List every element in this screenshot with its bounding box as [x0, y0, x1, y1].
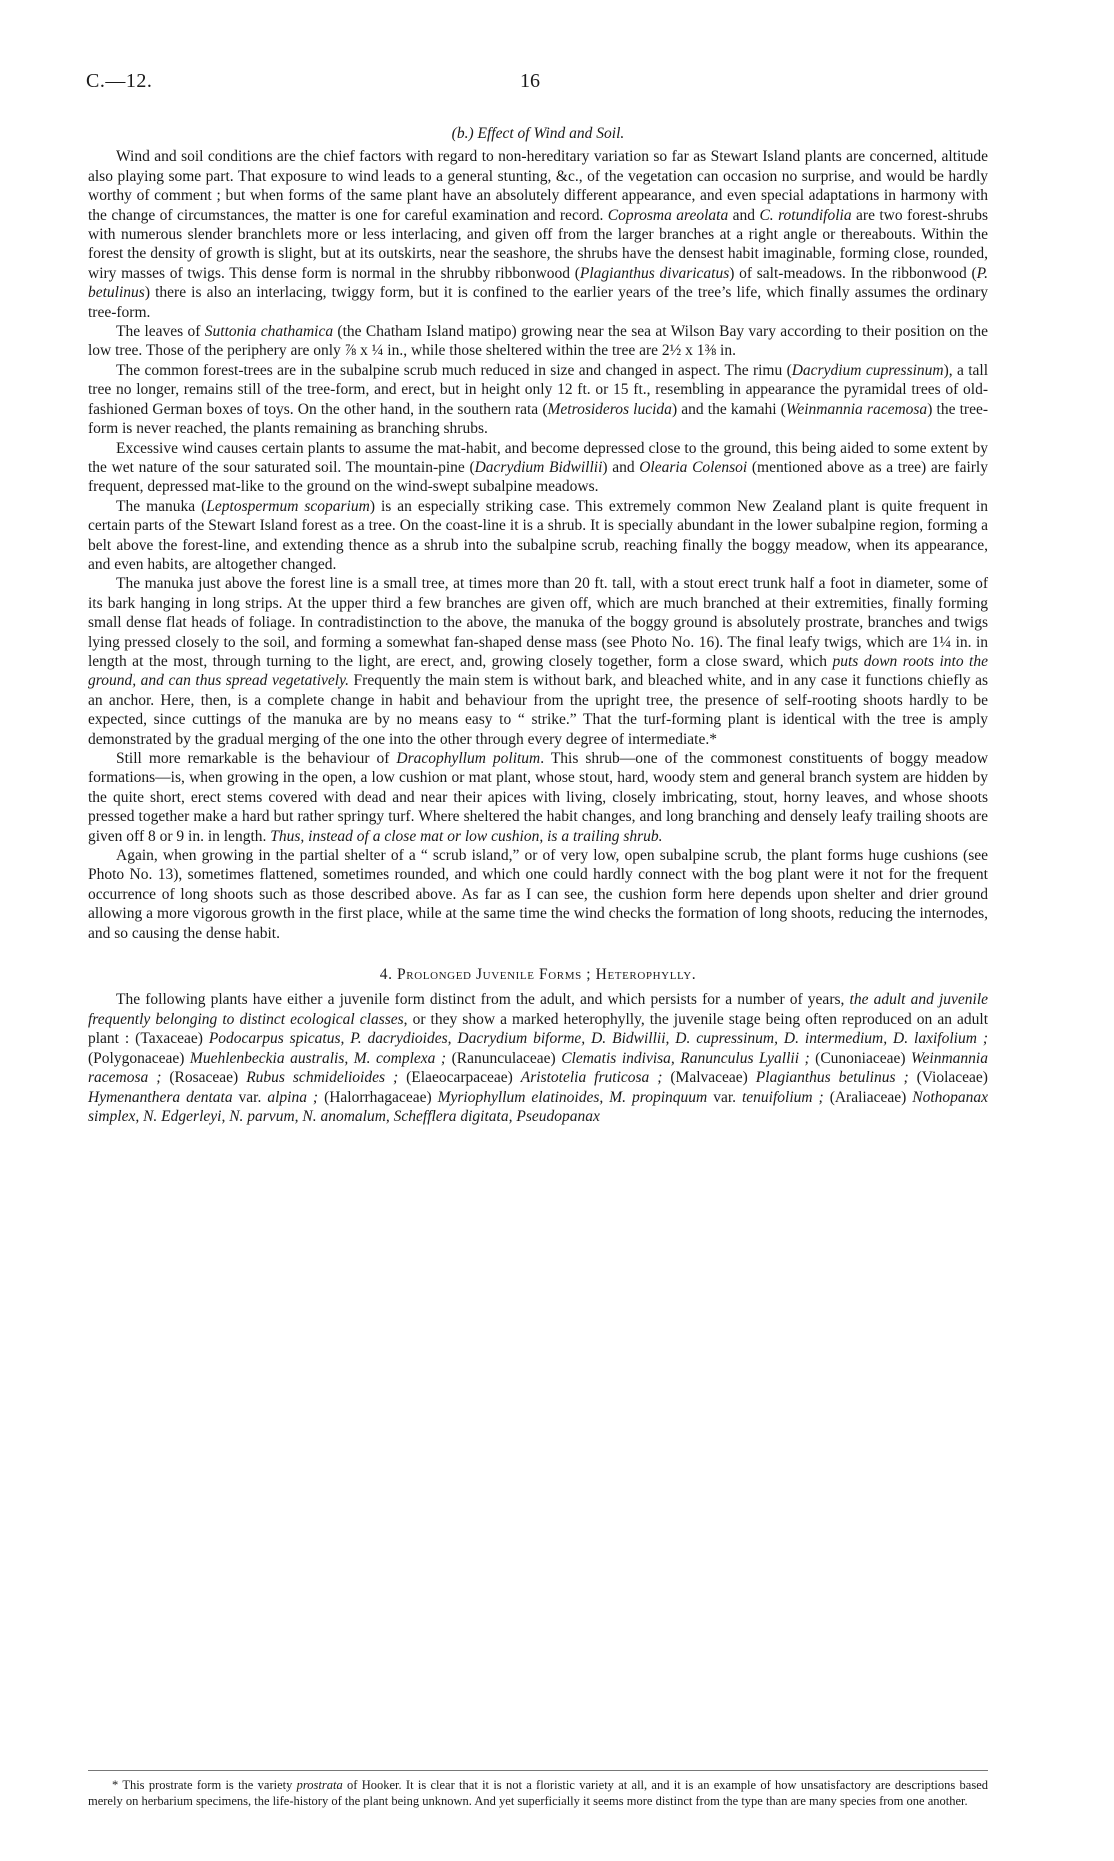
- paragraph: The common forest-trees are in the subalpine scrub much reduced in size and changed in aspect. The rimu (Dacrydium cupressinum), a tall tree no longer, remains still of the tree-form, and erect, but in height only 12 ft. or 15 ft., resembling in appearance the pyramidal trees of old-fashioned German boxes of toys. On the other hand, in the southern rata (Metrosideros lucida) and the kamahi (Weinmannia racemosa) the tree-form is never reached, the plants remaining as branching shrubs.: [88, 361, 989, 438]
- page-body: [88, 124, 988, 1126]
- footnote-divider: [88, 1770, 988, 1771]
- paragraph: Wind and soil conditions are the chief factors with regard to non-hereditary variation so far as Stewart Island plants are concerned, altitude also playing some part. That exposure to wind leads to a general stunting, &c., of the vegetation can occasion no surprise, and would be hardly worthy of comment ; but when forms of the same plant have an absolutely different appearance, and even special adaptations in harmony with the change of circumstances, the matter is one for careful examination and record. Coprosma areolata and C. rotundifolia are two forest-shrubs with numerous slender branchlets more or less interlacing, and given off from the larger branches at a right angle or thereabouts. Within the forest the density of growth is slight, but at its outskirts, near the seashore, the shrubs have the densest habit imaginable, forming close, rounded, wiry masses of twigs. This dense form is normal in the shrubby ribbonwood (Plagianthus divaricatus) of salt-meadows. In the ribbonwood (P. betulinus) there is also an interlacing, twiggy form, but it is confined to the earlier years of the tree’s life, which finally assumes the ordinary tree-form.: [88, 148, 988, 321]
- footnote: [88, 1778, 988, 1809]
- section-heading-juvenile-forms: 4. Prolonged Juvenile Forms ; Heterophylly.: [379, 966, 697, 984]
- paragraph: Again, when growing in the partial shelter of a “ scrub island,” or of very low, open subalpine scrub, the plant forms huge cushions (see Photo No. 13), sometimes flattened, sometimes rounded, and which one could hardly connect with the bog plant were it not for the frequent occurrence of long shoots such as those described above. As far as I can see, the cushion form here depends upon shelter and drier ground allowing a more vigorous growth in the first place, while at the same time the wind checks the formation of long shoots, reducing the internodes, and so causing the dense habit.: [88, 847, 988, 942]
- footnote-text: * This prostrate form is the variety prostrata of Hooker. It is clear that it is not a floristic variety at all, and it is an example of how unsatisfactory are descriptions based merely on herbarium specimens, the life-history of the plant being unknown. And yet superficially it seems more distinct from the type than are many species from one another.: [88, 1778, 988, 1808]
- paragraph: The leaves of Suttonia chathamica (the Chatham Island matipo) growing near the sea at Wilson Bay vary according to their position on the low tree. Those of the periphery are only ⅞ x ¼ in., while those sheltered within the tree are 2½ x 1⅜ in.: [88, 323, 988, 360]
- footnote-marker: *: [112, 1778, 119, 1792]
- page-number: 16: [520, 70, 540, 92]
- paragraph: Still more remarkable is the behaviour of Dracophyllum politum. This shrub—one of the commonest constituents of boggy meadow formations—is, when growing in the open, a low cushion or mat plant, whose stout, hard, woody stem and general branch system are hidden by the quite short, erect stems covered with dead and near their apices with living, closely imbricating, stout, horny leaves, and whose shoots pressed together make a hard but rather springy turf. Where sheltered the habit changes, and long branching and densely leafy trailing shoots are given off 8 or 9 in. in length. Thus, instead of a close mat or low cushion, is a trailing shrub.: [88, 750, 989, 845]
- page-header: [0, 70, 1114, 100]
- document-code: C.—12.: [86, 70, 153, 92]
- paragraph: The following plants have either a juvenile form distinct from the adult, and which persists for a number of years, the adult and juvenile frequently belonging to distinct ecological classes, or they show a marked heterophylly, the juvenile stage being often reproduced on an adult plant : (Taxaceae) Podocarpus spicatus, P. dacrydioides, Dacrydium biforme, D. Bidwillii, D. cupressinum, D. intermedium, D. laxifolium ; (Polygonaceae) Muehlenbeckia australis, M. complexa ; (Ranunculaceae) Clematis indivisa, Ranunculus Lyallii ; (Cunoniaceae) Weinmannia racemosa ; (Rosaceae) Rubus schmidelioides ; (Elaeocarpaceae) Aristotelia fruticosa ; (Malvaceae) Plagianthus betulinus ; (Violaceae) Hymenanthera dentata var. alpina ; (Halorrhagaceae) Myriophyllum elatinoides, M. propinquum var. tenuifolium ; (Araliaceae) Nothopanax simplex, N. Edgerleyi, N. parvum, N. anomalum, Schefflera digitata, Pseudopanax: [88, 991, 989, 1125]
- section-heading-wind-soil: (b.) Effect of Wind and Soil.: [451, 125, 625, 142]
- paragraph: The manuka (Leptospermum scoparium) is an especially striking case. This extremely common New Zealand plant is quite frequent in certain parts of the Stewart Island forest as a tree. On the coast-line it is a shrub. It is specially abundant in the lower subalpine region, forming a belt above the forest-line, and extending thence as a shrub into the subalpine scrub, reaching finally the boggy meadow, when its appearance, and even habits, are altogether changed.: [88, 497, 988, 573]
- paragraph: Excessive wind causes certain plants to assume the mat-habit, and become depressed close to the ground, this being aided to some extent by the wet nature of the sour saturated soil. The mountain-pine (Dacrydium Bidwillii) and Olearia Colensoi (mentioned above as a tree) are fairly frequent, depressed mat-like to the ground on the wind-swept subalpine meadows.: [88, 439, 988, 496]
- paragraph: The manuka just above the forest line is a small tree, at times more than 20 ft. tall, with a stout erect trunk half a foot in diameter, some of its bark hanging in long strips. At the upper third a few branches are given off, which are much branched at their extremities, finally forming small dense flat heads of foliage. In contradistinction to the above, the manuka of the boggy ground is absolutely prostrate, branches and twigs lying pressed closely to the soil, and forming a somewhat fan-shaped dense mass (see Photo No. 16). The final leafy twigs, which are 1¼ in. in length at the most, through turning to the light, are erect, and, growing closely together, form a close sward, which puts down roots into the ground, and can thus spread vegetatively. Frequently the main stem is without bark, and bleached white, and in any case it functions chiefly as an anchor. Here, then, is a complete change in habit and behaviour from the upright tree, the presence of self-rooting shoots hardly to be expected, since cuttings of the manuka are by no means easy to “ strike.” That the turf-forming plant is identical with the tree is amply demonstrated by the gradual merging of the one into the other through every degree of intermediate.*: [88, 575, 988, 748]
